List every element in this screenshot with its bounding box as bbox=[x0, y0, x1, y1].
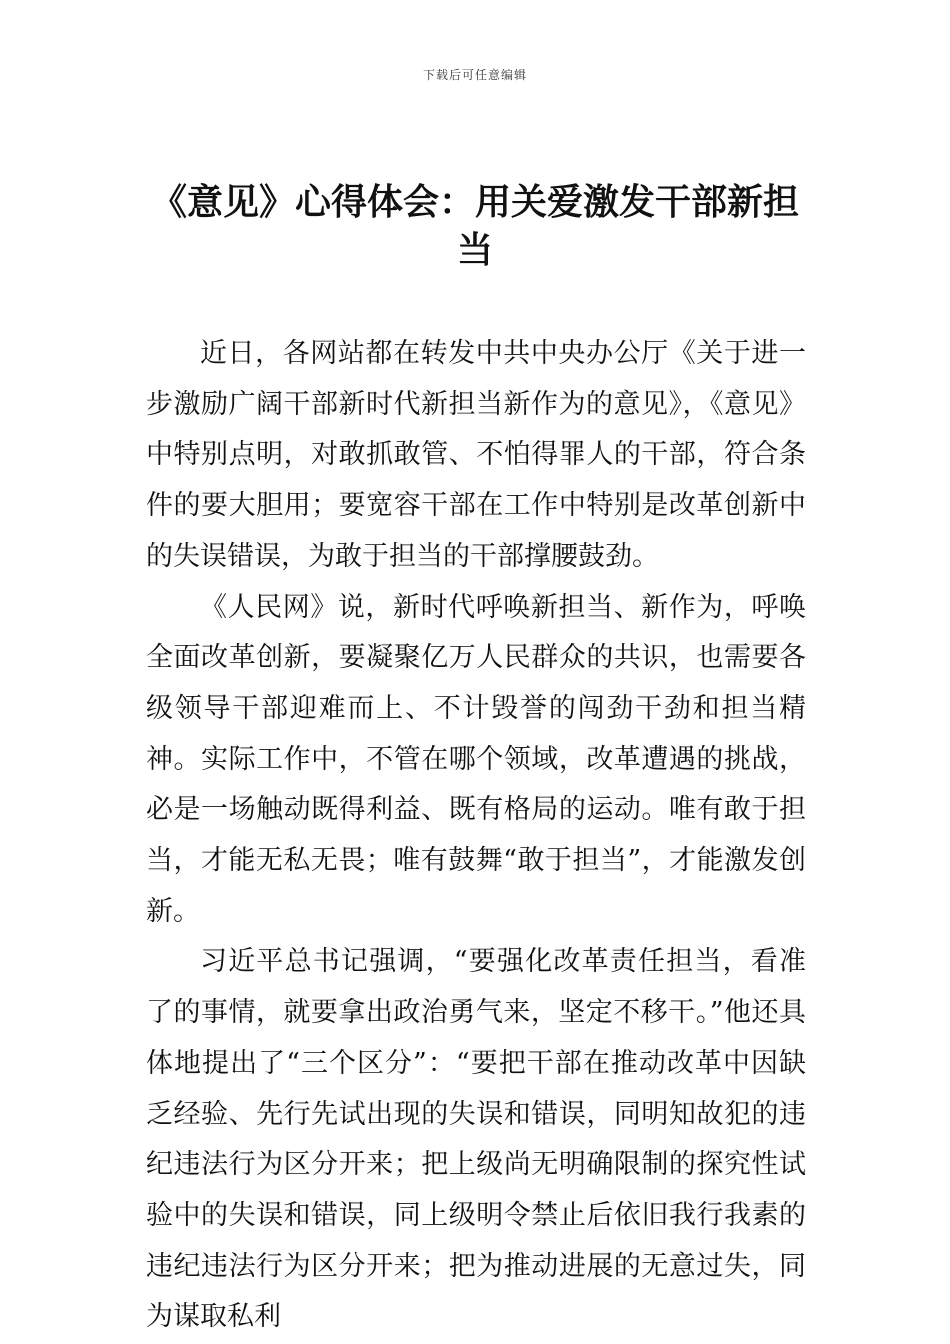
paragraph-3: 习近平总书记强调，“要强化改革责任担当，看准了的事情，就要拿出政治勇气来，坚定不移干。”他还具体地提出了“三个区分”：“要把干部在推动改革中因缺乏经验、先行先试出现的失误和错误，同明知故犯的违纪违法行为区分开来；把上级尚无明确限制的探究性试验中的失误和错误，同上级明令禁止后依旧我行我素的违纪违法行为区分开来；把为推动进展的无意过失，同为谋取私利 bbox=[146, 946, 806, 1333]
document-body bbox=[146, 329, 806, 1343]
paragraph-2: 《人民网》说，新时代呼唤新担当、新作为，呼唤全面改革创新，要凝聚亿万人民群众的共识，也需要各级领导干部迎难而上、不计毁誉的闯劲干劲和担当精神。实际工作中，不管在哪个领域，改革遭遇的挑战，必是一场触动既得利益、既有格局的运动。唯有敢于担当，才能无私无畏；唯有鼓舞“敢于担当”，才能激发创新。 bbox=[146, 591, 806, 927]
page-header-note: 下载后可任意编辑 bbox=[422, 68, 527, 82]
paragraph-1: 近日，各网站都在转发中共中央办公厅《关于进一步激励广阔干部新时代新担当新作为的意见》，《意见》中特别点明，对敢抓敢管、不怕得罪人的干部，符合条件的要大胆用；要宽容干部在工作中特别是改革创新中的失误错误，为敢于担当的干部撑腰鼓劲。 bbox=[146, 338, 806, 572]
document-title: 《意见》心得体会：用关爱激发干部新担当 bbox=[150, 181, 799, 271]
